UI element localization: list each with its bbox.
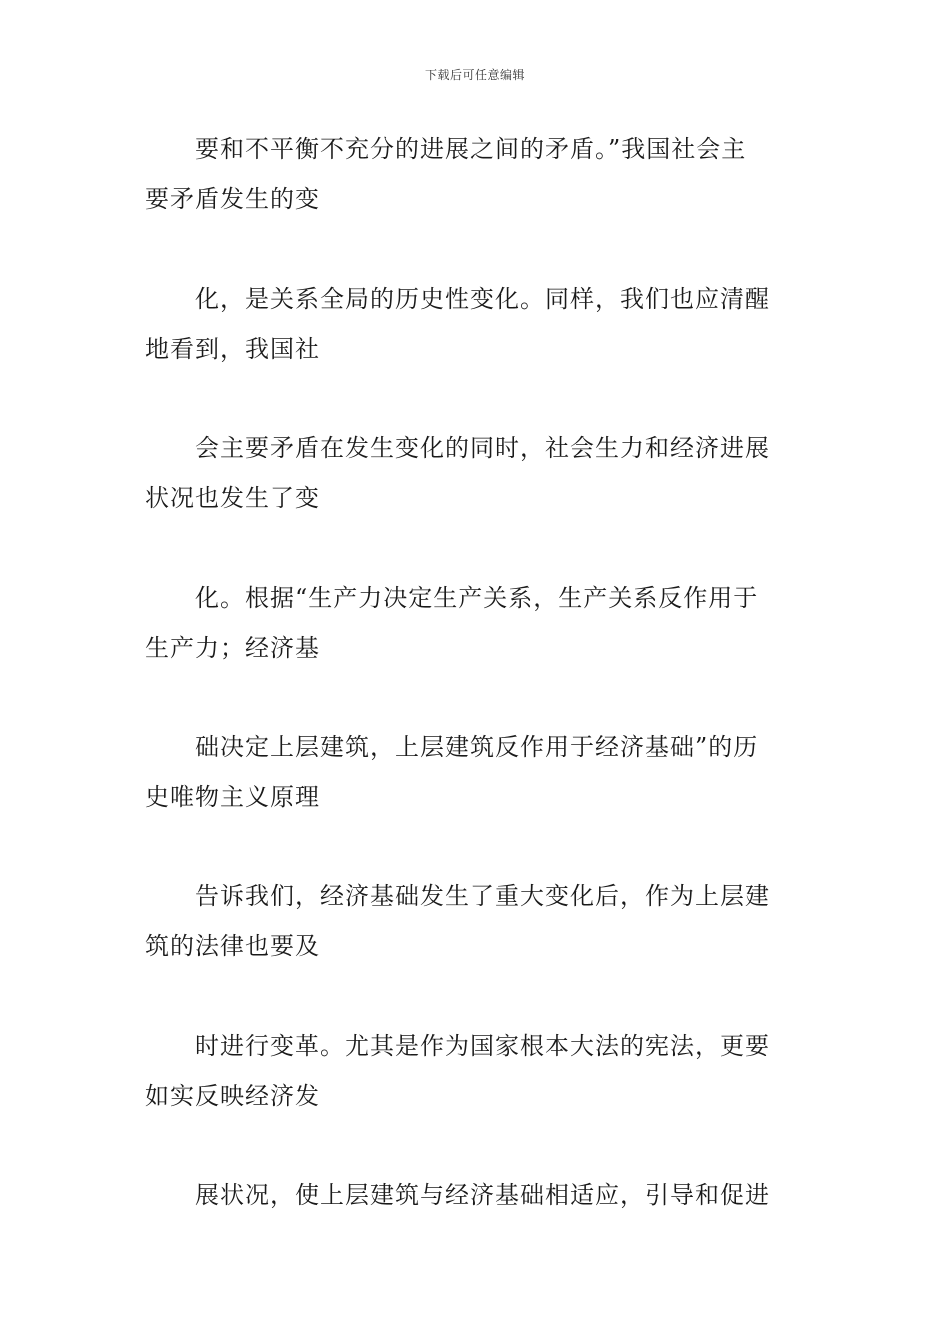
paragraph-block-4 <box>145 573 815 673</box>
text-line: 筑的法律也要及 <box>145 932 320 960</box>
text-line: 要矛盾发生的变 <box>145 185 320 213</box>
text-line: 地看到，我国社 <box>145 335 320 363</box>
paragraph-block-7 <box>145 1021 815 1121</box>
text-line: 础决定上层建筑，上层建筑反作用于经济基础”的历 <box>195 733 759 761</box>
text-line: 化。根据“生产力决定生产关系，生产关系反作用于 <box>195 584 759 612</box>
text-line: 时进行变革。尤其是作为国家根本大法的宪法，更要 <box>195 1032 770 1060</box>
text-line: 告诉我们，经济基础发生了重大变化后，作为上层建 <box>195 882 770 910</box>
text-line: 如实反映经济发 <box>145 1082 320 1110</box>
text-line: 史唯物主义原理 <box>145 783 320 811</box>
paragraph-block-8 <box>145 1170 815 1220</box>
text-line: 展状况，使上层建筑与经济基础相适应，引导和促进 <box>195 1181 770 1209</box>
paragraph-block-3 <box>145 423 815 523</box>
text-line: 会主要矛盾在发生变化的同时，社会生力和经济进展 <box>195 434 770 462</box>
text-line: 化，是关系全局的历史性变化。同样，我们也应清醒 <box>195 285 770 313</box>
text-line: 生产力；经济基 <box>145 634 320 662</box>
paragraph-block-2 <box>145 274 815 374</box>
paragraph-block-6 <box>145 871 815 971</box>
header-note: 下载后可任意编辑 <box>424 68 525 82</box>
text-line: 要和不平衡不充分的进展之间的矛盾。”我国社会主 <box>195 135 747 163</box>
paragraph-block-5 <box>145 722 815 822</box>
text-line: 状况也发生了变 <box>145 484 320 512</box>
paragraph-block-1 <box>145 124 815 224</box>
